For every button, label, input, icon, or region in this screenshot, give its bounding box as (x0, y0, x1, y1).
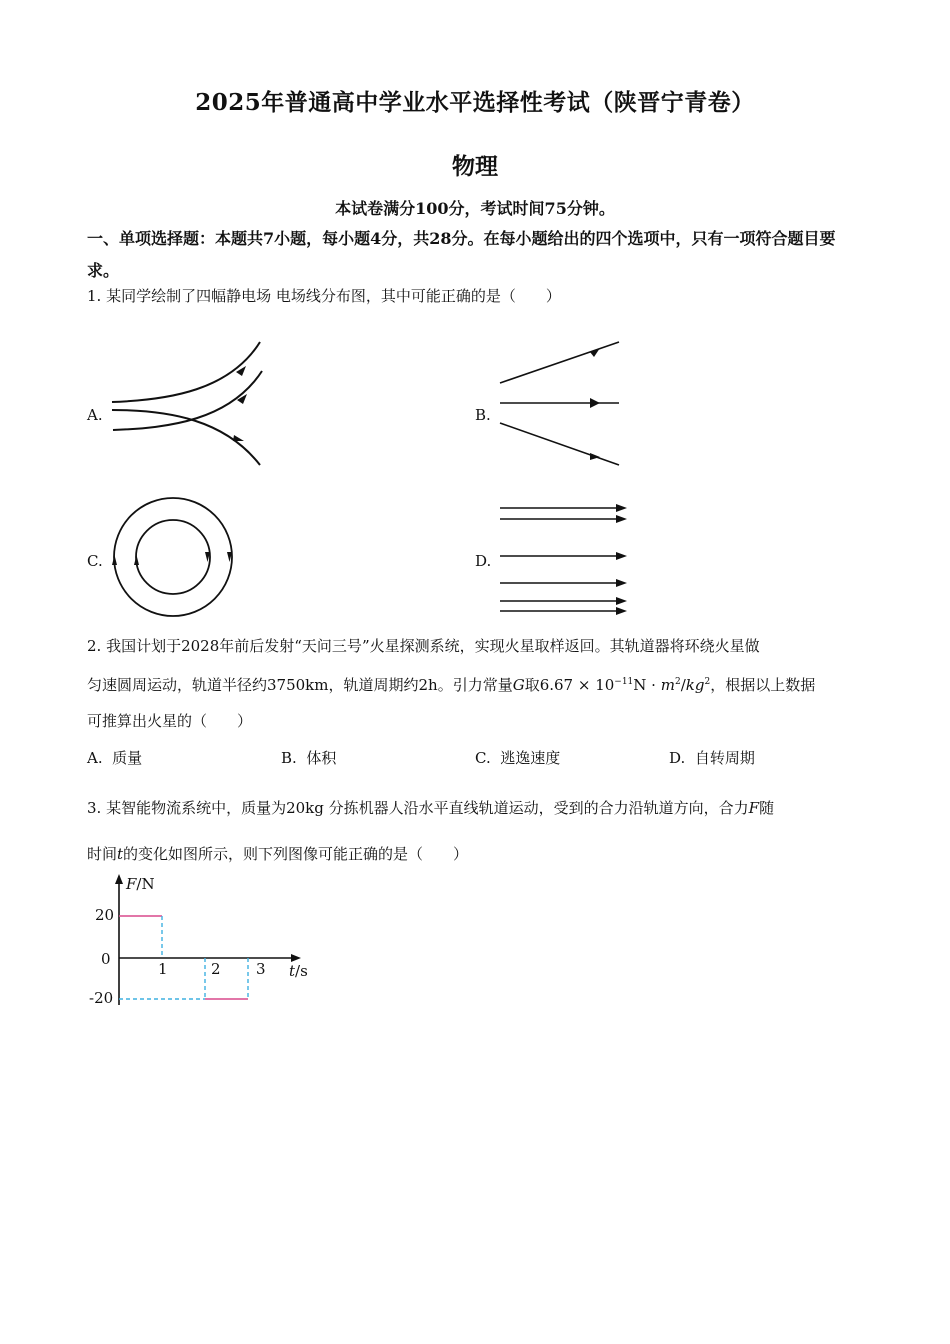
question-number: 3. (87, 799, 102, 817)
question-text: 某同学绘制了四幅静电场 电场线分布图，其中可能正确的是（ ） (106, 287, 561, 305)
choice-c[interactable]: C. 逃逸速度 (475, 749, 561, 767)
question-number: 2. (87, 637, 102, 655)
question-text-line2: 匀速圆周运动，轨道半径约3750km，轨道周期约2h。引力常量G取$6.67 \times 10^{-11}N \cdot m^2/kg^2$，根据以上数据 (87, 676, 816, 694)
question-3-line2: 时间t的变化如图所示，则下列图像可能正确的是（ ） (87, 845, 469, 863)
y-tick-20: 20 (95, 906, 115, 924)
question-text-line3: 可推算出火星的（ ） (87, 712, 253, 730)
x-tick-1: 1 (158, 960, 168, 978)
option-b-label: B. (475, 406, 491, 424)
question-text-line1: 我国计划于2028年前后发射“天问三号”火星探测系统，实现火星取样返回。其轨道器将环绕火星做 (106, 637, 760, 655)
question-3-line1: 3. 某智能物流系统中，质量为20kg 分拣机器人沿水平直线轨道运动，受到的合力沿轨道方向，合力F随 (87, 799, 775, 817)
option-c-label: C. (87, 552, 103, 570)
choice-d[interactable]: D. 自转周期 (669, 749, 755, 767)
option-d-label: D. (475, 552, 492, 570)
subject-title: 物理 (452, 153, 498, 180)
question-number: 1. (87, 287, 102, 305)
choice-a[interactable]: A. 质量 (87, 749, 143, 767)
section-heading: 一、单项选择题：本题共7小题，每小题4分，共28分。在每小题给出的四个选项中，只有一项符合题目要求。 (87, 229, 836, 280)
exam-info: 本试卷满分100分，考试时间75分钟。 (335, 199, 615, 218)
option-a-label: A. (87, 406, 103, 424)
exam-title: 2025年普通高中学业水平选择性考试（陕晋宁青卷） (195, 89, 755, 116)
y-axis-label: F/N (126, 875, 155, 893)
y-tick-neg20: -20 (89, 989, 114, 1007)
x-tick-2: 2 (211, 960, 221, 978)
y-tick-0: 0 (101, 950, 111, 968)
choice-b[interactable]: B. 体积 (281, 749, 337, 767)
x-tick-3: 3 (256, 960, 266, 978)
x-axis-label: t/s (289, 962, 308, 980)
